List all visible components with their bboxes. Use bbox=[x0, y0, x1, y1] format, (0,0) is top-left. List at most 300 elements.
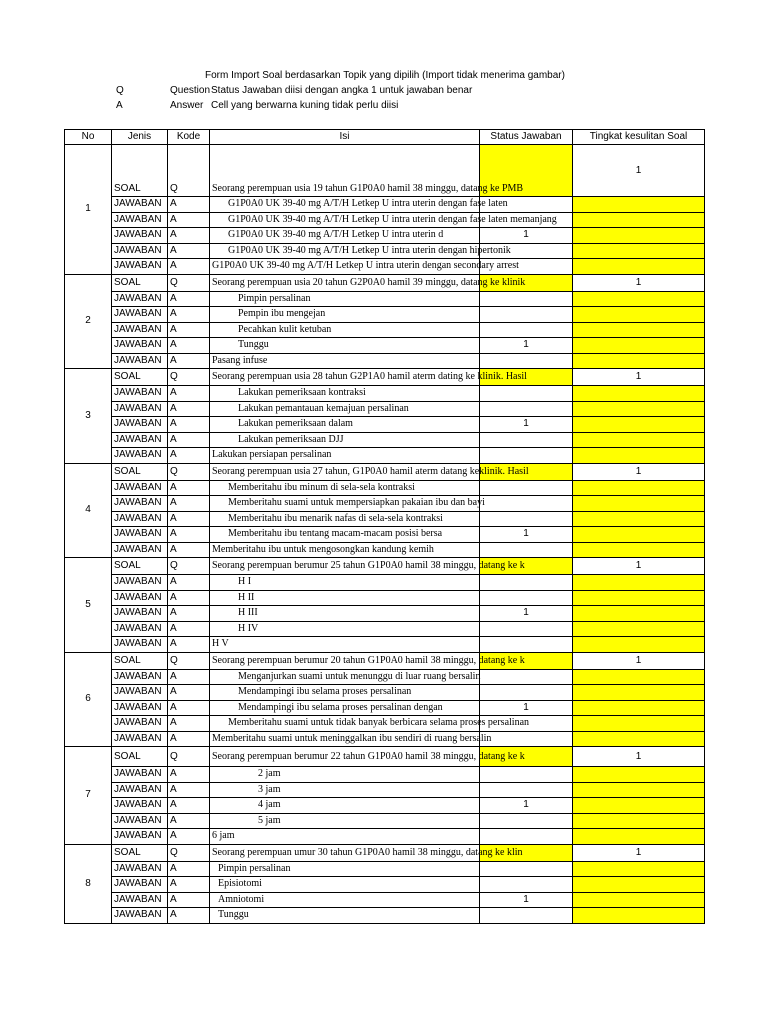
cell-isi[interactable] bbox=[210, 621, 480, 637]
cell-jenis[interactable]: JAWABAN bbox=[112, 782, 168, 798]
cell-jenis[interactable]: SOAL bbox=[112, 747, 168, 767]
cell-kode[interactable]: A bbox=[168, 243, 210, 259]
answer-text: Pempin ibu mengejan bbox=[238, 308, 326, 320]
cell-kode[interactable]: Q bbox=[168, 652, 210, 669]
cell-jenis[interactable]: JAWABAN bbox=[112, 685, 168, 701]
cell-kode[interactable]: A bbox=[168, 685, 210, 701]
cell-status-jawaban[interactable] bbox=[480, 621, 573, 637]
cell-jenis[interactable]: SOAL bbox=[112, 369, 168, 386]
legend-a-code: A bbox=[116, 100, 123, 111]
cell-kode[interactable]: A bbox=[168, 259, 210, 275]
cell-isi[interactable] bbox=[210, 353, 480, 369]
cell-status-jawaban[interactable] bbox=[480, 291, 573, 307]
answer-row bbox=[65, 432, 705, 448]
answer-row bbox=[65, 606, 705, 622]
cell-kode[interactable]: A bbox=[168, 798, 210, 814]
answer-text: Lakukan pemeriksaan DJJ bbox=[238, 433, 344, 445]
answer-text: 6 jam bbox=[212, 830, 235, 842]
cell-jenis[interactable]: JAWABAN bbox=[112, 401, 168, 417]
cell-status-jawaban[interactable]: 1 bbox=[480, 228, 573, 244]
cell-jenis[interactable]: JAWABAN bbox=[112, 813, 168, 829]
cell-difficulty[interactable] bbox=[573, 322, 705, 338]
cell-status-jawaban[interactable] bbox=[480, 322, 573, 338]
cell-jenis[interactable]: JAWABAN bbox=[112, 621, 168, 637]
cell-difficulty[interactable]: 1 bbox=[573, 463, 705, 480]
cell-isi[interactable] bbox=[210, 322, 480, 338]
cell-kode[interactable]: A bbox=[168, 511, 210, 527]
cell-kode[interactable]: Q bbox=[168, 747, 210, 767]
cell-jenis[interactable]: JAWABAN bbox=[112, 338, 168, 354]
cell-isi[interactable] bbox=[210, 259, 519, 275]
cell-isi[interactable] bbox=[210, 877, 480, 893]
cell-jenis[interactable]: JAWABAN bbox=[112, 575, 168, 591]
cell-isi[interactable] bbox=[210, 228, 480, 244]
cell-difficulty[interactable] bbox=[573, 212, 705, 228]
cell-difficulty[interactable] bbox=[573, 575, 705, 591]
cell-jenis[interactable]: JAWABAN bbox=[112, 212, 168, 228]
cell-kode[interactable]: A bbox=[168, 813, 210, 829]
cell-kode[interactable]: A bbox=[168, 338, 210, 354]
cell-isi[interactable] bbox=[210, 716, 530, 732]
cell-kode[interactable]: A bbox=[168, 829, 210, 845]
answer-row bbox=[65, 307, 705, 323]
answer-row bbox=[65, 637, 705, 653]
col-status-header: Status Jawaban bbox=[480, 130, 573, 145]
cell-difficulty[interactable] bbox=[573, 700, 705, 716]
cell-isi[interactable] bbox=[210, 767, 480, 783]
cell-difficulty[interactable] bbox=[573, 637, 705, 653]
answer-row bbox=[65, 767, 705, 783]
cell-kode[interactable]: A bbox=[168, 228, 210, 244]
question-text: Seorang perempuan usia 19 tahun G1P0A0 hamil 38 minggu, datang ke PMB bbox=[212, 183, 524, 194]
cell-isi[interactable] bbox=[210, 731, 492, 747]
cell-isi[interactable] bbox=[210, 307, 480, 323]
question-row bbox=[65, 145, 705, 197]
cell-status-jawaban[interactable] bbox=[480, 782, 573, 798]
cell-difficulty[interactable] bbox=[573, 448, 705, 464]
answer-row bbox=[65, 908, 705, 924]
cell-difficulty[interactable] bbox=[573, 621, 705, 637]
question-row bbox=[65, 747, 705, 767]
cell-jenis[interactable]: JAWABAN bbox=[112, 480, 168, 496]
answer-row bbox=[65, 496, 705, 512]
cell-kode[interactable]: A bbox=[168, 448, 210, 464]
cell-kode[interactable]: A bbox=[168, 767, 210, 783]
col-jenis-header: Jenis bbox=[112, 130, 168, 145]
cell-status-jawaban[interactable] bbox=[480, 877, 573, 893]
cell-isi[interactable] bbox=[210, 417, 480, 433]
cell-kode[interactable]: A bbox=[168, 731, 210, 747]
cell-jenis[interactable]: SOAL bbox=[112, 844, 168, 861]
cell-isi[interactable] bbox=[210, 542, 480, 558]
question-number: 8 bbox=[65, 844, 112, 923]
cell-jenis[interactable]: JAWABAN bbox=[112, 877, 168, 893]
cell-isi[interactable] bbox=[210, 463, 529, 480]
cell-jenis[interactable]: SOAL bbox=[112, 558, 168, 575]
col-kode-header: Kode bbox=[168, 130, 210, 145]
answer-row bbox=[65, 228, 705, 244]
cell-status-jawaban[interactable] bbox=[480, 908, 573, 924]
cell-isi[interactable] bbox=[210, 747, 525, 767]
cell-isi[interactable] bbox=[210, 432, 480, 448]
answer-text: Tunggu bbox=[238, 339, 269, 351]
cell-difficulty[interactable] bbox=[573, 480, 705, 496]
cell-difficulty[interactable] bbox=[573, 496, 705, 512]
answer-row bbox=[65, 621, 705, 637]
answer-row bbox=[65, 417, 705, 433]
cell-status-jawaban[interactable] bbox=[480, 480, 573, 496]
answer-text: H III bbox=[238, 607, 258, 619]
answer-text: G1P0A0 UK 39-40 mg A/T/H Letkep U intra uterin d bbox=[228, 229, 444, 241]
answer-text: 4 jam bbox=[258, 799, 281, 811]
cell-difficulty[interactable]: 1 bbox=[573, 747, 705, 767]
answer-row bbox=[65, 892, 705, 908]
cell-difficulty[interactable] bbox=[573, 291, 705, 307]
cell-jenis[interactable]: SOAL bbox=[112, 274, 168, 291]
answer-row bbox=[65, 782, 705, 798]
cell-status-jawaban[interactable] bbox=[480, 448, 573, 464]
cell-status-jawaban[interactable]: 1 bbox=[480, 527, 573, 543]
cell-jenis[interactable]: SOAL bbox=[112, 145, 168, 197]
answer-row bbox=[65, 700, 705, 716]
cell-status-jawaban[interactable] bbox=[480, 432, 573, 448]
cell-difficulty[interactable] bbox=[573, 338, 705, 354]
cell-status-jawaban[interactable]: 1 bbox=[480, 798, 573, 814]
cell-jenis[interactable]: JAWABAN bbox=[112, 590, 168, 606]
cell-isi[interactable] bbox=[210, 496, 485, 512]
cell-kode[interactable]: A bbox=[168, 197, 210, 213]
answer-text: Lakukan pemantauan kemajuan persalinan bbox=[238, 402, 409, 414]
cell-jenis[interactable]: JAWABAN bbox=[112, 448, 168, 464]
answer-row bbox=[65, 322, 705, 338]
cell-kode[interactable]: A bbox=[168, 212, 210, 228]
question-number: 7 bbox=[65, 747, 112, 845]
cell-status-jawaban[interactable] bbox=[480, 813, 573, 829]
cell-isi[interactable] bbox=[210, 606, 480, 622]
answer-row bbox=[65, 480, 705, 496]
cell-isi[interactable] bbox=[210, 480, 480, 496]
cell-jenis[interactable]: JAWABAN bbox=[112, 767, 168, 783]
cell-difficulty[interactable] bbox=[573, 716, 705, 732]
cell-kode[interactable]: A bbox=[168, 892, 210, 908]
cell-kode[interactable]: Q bbox=[168, 844, 210, 861]
cell-jenis[interactable]: SOAL bbox=[112, 652, 168, 669]
answer-text: Menganjurkan suami untuk menunggu di luar ruang bersalin bbox=[238, 670, 481, 682]
legend-q-code: Q bbox=[116, 85, 124, 96]
cell-jenis[interactable]: JAWABAN bbox=[112, 197, 168, 213]
cell-isi[interactable] bbox=[210, 212, 557, 228]
cell-difficulty[interactable]: 1 bbox=[573, 369, 705, 386]
cell-jenis[interactable]: JAWABAN bbox=[112, 861, 168, 877]
cell-jenis[interactable]: JAWABAN bbox=[112, 892, 168, 908]
cell-difficulty[interactable] bbox=[573, 877, 705, 893]
cell-difficulty[interactable] bbox=[573, 401, 705, 417]
cell-difficulty[interactable] bbox=[573, 542, 705, 558]
cell-kode[interactable]: Q bbox=[168, 463, 210, 480]
question-number: 3 bbox=[65, 369, 112, 464]
cell-kode[interactable]: A bbox=[168, 606, 210, 622]
cell-difficulty[interactable] bbox=[573, 782, 705, 798]
cell-isi[interactable] bbox=[210, 369, 527, 386]
question-row bbox=[65, 463, 705, 480]
cell-isi[interactable] bbox=[210, 637, 480, 653]
answer-row bbox=[65, 829, 705, 845]
cell-jenis[interactable]: JAWABAN bbox=[112, 542, 168, 558]
cell-kode[interactable]: A bbox=[168, 621, 210, 637]
cell-isi[interactable] bbox=[210, 448, 480, 464]
cell-jenis[interactable]: JAWABAN bbox=[112, 700, 168, 716]
cell-jenis[interactable]: JAWABAN bbox=[112, 291, 168, 307]
cell-difficulty[interactable] bbox=[573, 417, 705, 433]
cell-isi[interactable] bbox=[210, 685, 480, 701]
cell-isi[interactable] bbox=[210, 274, 526, 291]
cell-isi[interactable] bbox=[210, 558, 525, 575]
answer-row bbox=[65, 448, 705, 464]
cell-jenis[interactable]: JAWABAN bbox=[112, 496, 168, 512]
cell-jenis[interactable]: JAWABAN bbox=[112, 527, 168, 543]
cell-status-jawaban[interactable] bbox=[480, 386, 573, 402]
question-text: Seorang perempuan usia 20 tahun G2P0A0 hamil 39 minggu, datang ke klinik bbox=[212, 276, 526, 288]
answer-row bbox=[65, 386, 705, 402]
cell-difficulty[interactable] bbox=[573, 813, 705, 829]
answer-text: Memberitahu suami untuk tidak banyak berbicara selama proses persalinan bbox=[228, 717, 530, 729]
cell-kode[interactable]: A bbox=[168, 575, 210, 591]
answer-text: Memberitahu ibu tentang macam-macam posisi bersa bbox=[228, 528, 443, 540]
cell-jenis[interactable]: JAWABAN bbox=[112, 829, 168, 845]
cell-isi[interactable] bbox=[210, 338, 480, 354]
cell-isi[interactable] bbox=[210, 829, 480, 845]
cell-difficulty[interactable] bbox=[573, 527, 705, 543]
cell-kode[interactable]: A bbox=[168, 432, 210, 448]
cell-isi[interactable] bbox=[210, 652, 525, 669]
cell-difficulty[interactable] bbox=[573, 892, 705, 908]
cell-kode[interactable]: A bbox=[168, 877, 210, 893]
cell-status-jawaban[interactable] bbox=[480, 861, 573, 877]
cell-isi[interactable] bbox=[210, 813, 480, 829]
cell-isi[interactable] bbox=[210, 145, 524, 197]
cell-isi[interactable] bbox=[210, 844, 523, 861]
cell-jenis[interactable]: JAWABAN bbox=[112, 669, 168, 685]
cell-kode[interactable]: A bbox=[168, 496, 210, 512]
cell-kode[interactable]: A bbox=[168, 353, 210, 369]
cell-difficulty[interactable] bbox=[573, 669, 705, 685]
cell-difficulty[interactable] bbox=[573, 606, 705, 622]
cell-isi[interactable] bbox=[210, 908, 480, 924]
cell-isi[interactable] bbox=[210, 669, 480, 685]
cell-jenis[interactable]: JAWABAN bbox=[112, 353, 168, 369]
cell-status-jawaban[interactable] bbox=[480, 511, 573, 527]
cell-kode[interactable]: Q bbox=[168, 369, 210, 386]
answer-text: Pasang infuse bbox=[212, 354, 268, 366]
cell-kode[interactable]: A bbox=[168, 700, 210, 716]
cell-status-jawaban[interactable]: 1 bbox=[480, 892, 573, 908]
question-number: 4 bbox=[65, 463, 112, 558]
cell-difficulty[interactable] bbox=[573, 432, 705, 448]
cell-kode[interactable]: A bbox=[168, 417, 210, 433]
cell-jenis[interactable]: JAWABAN bbox=[112, 716, 168, 732]
cell-status-jawaban[interactable] bbox=[480, 829, 573, 845]
cell-difficulty[interactable] bbox=[573, 731, 705, 747]
cell-difficulty[interactable] bbox=[573, 590, 705, 606]
cell-difficulty[interactable] bbox=[573, 861, 705, 877]
question-text: Seorang perempuan umur 30 tahun G1P0A0 hamil 38 minggu, datang ke klin bbox=[212, 846, 523, 858]
cell-isi[interactable] bbox=[210, 386, 480, 402]
question-row bbox=[65, 558, 705, 575]
cell-kode[interactable]: A bbox=[168, 291, 210, 307]
cell-difficulty[interactable] bbox=[573, 767, 705, 783]
cell-difficulty[interactable] bbox=[573, 197, 705, 213]
cell-status-jawaban[interactable]: 1 bbox=[480, 606, 573, 622]
cell-isi[interactable] bbox=[210, 511, 480, 527]
cell-status-jawaban[interactable] bbox=[480, 496, 573, 512]
legend-q-desc: Status Jawaban diisi dengan angka 1 untuk jawaban benar bbox=[211, 85, 473, 96]
cell-status-jawaban[interactable]: 1 bbox=[480, 700, 573, 716]
cell-kode[interactable]: A bbox=[168, 637, 210, 653]
cell-status-jawaban[interactable] bbox=[480, 401, 573, 417]
question-number: 2 bbox=[65, 274, 112, 369]
cell-jenis[interactable]: JAWABAN bbox=[112, 307, 168, 323]
cell-kode[interactable]: A bbox=[168, 322, 210, 338]
answer-text: Lakukan persiapan persalinan bbox=[212, 449, 332, 461]
cell-difficulty[interactable]: 1 bbox=[573, 558, 705, 575]
answer-row bbox=[65, 542, 705, 558]
cell-isi[interactable] bbox=[210, 291, 480, 307]
answer-text: G1P0A0 UK 39-40 mg A/T/H Letkep U intra uterin dengan hipertonik bbox=[228, 244, 511, 256]
question-number: 1 bbox=[65, 145, 112, 275]
cell-jenis[interactable]: JAWABAN bbox=[112, 386, 168, 402]
answer-row bbox=[65, 685, 705, 701]
cell-status-jawaban[interactable] bbox=[480, 353, 573, 369]
cell-isi[interactable] bbox=[210, 575, 480, 591]
answer-text: Memberitahu suami untuk meninggalkan ibu sendiri di ruang bersalin bbox=[212, 732, 492, 744]
cell-kode[interactable]: Q bbox=[168, 274, 210, 291]
answer-row bbox=[65, 877, 705, 893]
cell-kode[interactable]: A bbox=[168, 542, 210, 558]
answer-text: G1P0A0 UK 39-40 mg A/T/H Letkep U intra uterin dengan secondary arrest bbox=[212, 260, 519, 272]
cell-difficulty[interactable] bbox=[573, 386, 705, 402]
cell-jenis[interactable]: JAWABAN bbox=[112, 637, 168, 653]
cell-isi[interactable] bbox=[210, 861, 480, 877]
cell-status-jawaban[interactable] bbox=[480, 731, 573, 747]
cell-isi[interactable] bbox=[210, 527, 480, 543]
cell-jenis[interactable]: JAWABAN bbox=[112, 259, 168, 275]
answer-text: G1P0A0 UK 39-40 mg A/T/H Letkep U intra uterin dengan fase laten bbox=[228, 198, 508, 210]
cell-kode[interactable]: A bbox=[168, 908, 210, 924]
cell-difficulty[interactable] bbox=[573, 511, 705, 527]
cell-kode[interactable]: A bbox=[168, 716, 210, 732]
answer-row bbox=[65, 813, 705, 829]
cell-jenis[interactable]: JAWABAN bbox=[112, 731, 168, 747]
cell-difficulty[interactable] bbox=[573, 798, 705, 814]
cell-kode[interactable]: A bbox=[168, 401, 210, 417]
cell-kode[interactable]: A bbox=[168, 386, 210, 402]
cell-isi[interactable] bbox=[210, 401, 480, 417]
cell-difficulty[interactable]: 1 bbox=[573, 844, 705, 861]
cell-kode[interactable]: A bbox=[168, 861, 210, 877]
cell-difficulty[interactable] bbox=[573, 243, 705, 259]
cell-kode[interactable]: A bbox=[168, 527, 210, 543]
cell-isi[interactable] bbox=[210, 798, 480, 814]
cell-difficulty[interactable]: 1 bbox=[573, 274, 705, 291]
cell-jenis[interactable]: JAWABAN bbox=[112, 606, 168, 622]
cell-kode[interactable]: A bbox=[168, 590, 210, 606]
answer-row bbox=[65, 401, 705, 417]
cell-kode[interactable]: A bbox=[168, 782, 210, 798]
answer-row bbox=[65, 669, 705, 685]
answer-row bbox=[65, 197, 705, 213]
answer-text: Tunggu bbox=[218, 909, 249, 921]
cell-jenis[interactable]: JAWABAN bbox=[112, 798, 168, 814]
cell-isi[interactable] bbox=[210, 892, 480, 908]
answer-row bbox=[65, 338, 705, 354]
cell-status-jawaban[interactable] bbox=[480, 575, 573, 591]
cell-jenis[interactable]: JAWABAN bbox=[112, 322, 168, 338]
cell-status-jawaban[interactable]: 1 bbox=[480, 417, 573, 433]
answer-text: Memberitahu ibu menarik nafas di sela-sela kontraksi bbox=[228, 512, 443, 524]
cell-difficulty[interactable] bbox=[573, 307, 705, 323]
cell-status-jawaban[interactable]: 1 bbox=[480, 338, 573, 354]
cell-difficulty[interactable]: 1 bbox=[573, 652, 705, 669]
cell-jenis[interactable]: JAWABAN bbox=[112, 228, 168, 244]
answer-text: H IV bbox=[238, 622, 259, 634]
question-text: Seorang perempuan berumur 22 tahun G1P0A0 hamil 38 minggu, datang ke k bbox=[212, 750, 525, 762]
cell-difficulty[interactable] bbox=[573, 829, 705, 845]
cell-jenis[interactable]: JAWABAN bbox=[112, 417, 168, 433]
answer-row bbox=[65, 291, 705, 307]
cell-isi[interactable] bbox=[210, 197, 508, 213]
cell-difficulty[interactable] bbox=[573, 259, 705, 275]
cell-difficulty[interactable]: 1 bbox=[573, 145, 705, 197]
cell-status-jawaban[interactable] bbox=[480, 590, 573, 606]
cell-difficulty[interactable] bbox=[573, 908, 705, 924]
cell-status-jawaban[interactable] bbox=[480, 669, 573, 685]
cell-difficulty[interactable] bbox=[573, 353, 705, 369]
cell-jenis[interactable]: JAWABAN bbox=[112, 432, 168, 448]
cell-status-jawaban[interactable] bbox=[480, 637, 573, 653]
answer-row bbox=[65, 353, 705, 369]
answer-row bbox=[65, 716, 705, 732]
cell-jenis[interactable]: JAWABAN bbox=[112, 908, 168, 924]
answer-text: H II bbox=[238, 591, 255, 603]
cell-isi[interactable] bbox=[210, 243, 511, 259]
cell-status-jawaban[interactable] bbox=[480, 542, 573, 558]
answer-text: Pecahkan kulit ketuban bbox=[238, 323, 332, 335]
cell-isi[interactable] bbox=[210, 590, 480, 606]
cell-jenis[interactable]: JAWABAN bbox=[112, 243, 168, 259]
cell-kode[interactable]: A bbox=[168, 307, 210, 323]
cell-kode[interactable]: Q bbox=[168, 145, 210, 197]
answer-text: 2 jam bbox=[258, 768, 281, 780]
cell-difficulty[interactable] bbox=[573, 685, 705, 701]
cell-kode[interactable]: A bbox=[168, 669, 210, 685]
answer-row bbox=[65, 212, 705, 228]
cell-kode[interactable]: A bbox=[168, 480, 210, 496]
cell-status-jawaban[interactable] bbox=[480, 307, 573, 323]
cell-jenis[interactable]: SOAL bbox=[112, 463, 168, 480]
table-header-row bbox=[65, 130, 705, 145]
cell-jenis[interactable]: JAWABAN bbox=[112, 511, 168, 527]
cell-status-jawaban[interactable] bbox=[480, 767, 573, 783]
cell-isi[interactable] bbox=[210, 700, 480, 716]
answer-row bbox=[65, 511, 705, 527]
answer-text: Pimpin persalinan bbox=[238, 292, 311, 304]
cell-kode[interactable]: Q bbox=[168, 558, 210, 575]
question-text: Seorang perempuan usia 28 tahun G2P1A0 hamil aterm dating ke klinik. Hasil bbox=[212, 371, 527, 382]
cell-status-jawaban[interactable] bbox=[480, 685, 573, 701]
question-table bbox=[64, 129, 705, 924]
cell-isi[interactable] bbox=[210, 782, 480, 798]
cell-difficulty[interactable] bbox=[573, 228, 705, 244]
